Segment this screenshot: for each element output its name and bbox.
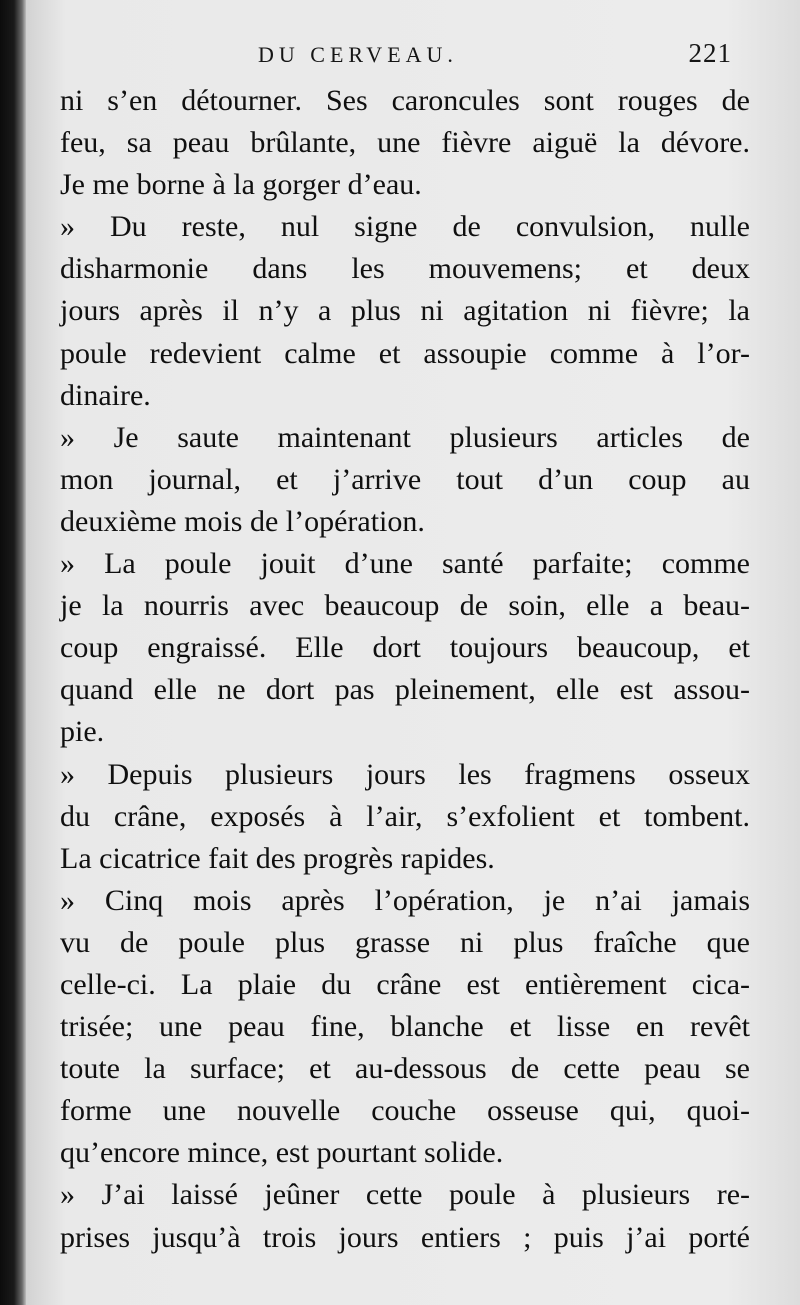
text-line: » J’ai laissé jeûner cette poule à plusieurs re- bbox=[60, 1178, 750, 1212]
text-line: » Du reste, nul signe de convulsion, nulle bbox=[60, 210, 750, 244]
text-line: ni s’en détourner. Ses caroncules sont rouges de bbox=[60, 84, 750, 117]
text-line: forme une nouvelle couche osseuse qui, quoi- bbox=[60, 1094, 750, 1128]
text-line: quand elle ne dort pas pleinement, elle est assou- bbox=[60, 673, 750, 707]
text-line: celle-ci. La plaie du crâne est entièrement cica- bbox=[60, 967, 750, 1001]
text-line: toute la surface; et au-dessous de cette peau se bbox=[60, 1052, 750, 1086]
text-line: jours après il n’y a plus ni agitation ni fièvre; la bbox=[60, 294, 750, 328]
text-line: La cicatrice fait des progrès rapides. bbox=[60, 841, 495, 875]
text-line: » Je saute maintenant plusieurs articles de bbox=[60, 420, 750, 454]
text-line: » La poule jouit d’une santé parfaite; comme bbox=[60, 547, 750, 581]
text-line: » Cinq mois après l’opération, je n’ai jamais bbox=[60, 883, 750, 917]
text-line: disharmonie dans les mouvemens; et deux bbox=[60, 252, 750, 286]
text-line: Je me borne à la gorger d’eau. bbox=[60, 168, 422, 202]
page-number: 221 bbox=[688, 38, 732, 68]
page-header bbox=[26, 38, 800, 82]
running-title: DU CERVEAU. bbox=[258, 42, 458, 67]
book-page bbox=[26, 0, 800, 1305]
text-line: mon journal, et j’arrive tout d’un coup au bbox=[60, 462, 750, 496]
text-line: qu’encore mince, est pourtant solide. bbox=[60, 1136, 504, 1170]
text-line: feu, sa peau brûlante, une fièvre aiguë la dévore. bbox=[60, 126, 750, 160]
text-line: poule redevient calme et assoupie comme à l’or- bbox=[60, 336, 750, 370]
text-line: du crâne, exposés à l’air, s’exfolient et tombent. bbox=[60, 799, 750, 833]
text-line: dinaire. bbox=[60, 378, 151, 412]
text-line: vu de poule plus grasse ni plus fraîche que bbox=[60, 925, 750, 959]
body-text bbox=[60, 80, 750, 1259]
book-spine-shadow bbox=[0, 0, 26, 1305]
text-line: » Depuis plusieurs jours les fragmens osseux bbox=[60, 757, 750, 791]
text-line: deuxième mois de l’opération. bbox=[60, 504, 425, 538]
text-line: trisée; une peau fine, blanche et lisse en revêt bbox=[60, 1010, 750, 1044]
text-line: pie. bbox=[60, 715, 105, 749]
text-line: je la nourris avec beaucoup de soin, elle a beau- bbox=[60, 589, 750, 623]
text-line: prises jusqu’à trois jours entiers ; puis j’ai porté bbox=[60, 1220, 750, 1254]
text-line: coup engraissé. Elle dort toujours beaucoup, et bbox=[60, 631, 750, 665]
